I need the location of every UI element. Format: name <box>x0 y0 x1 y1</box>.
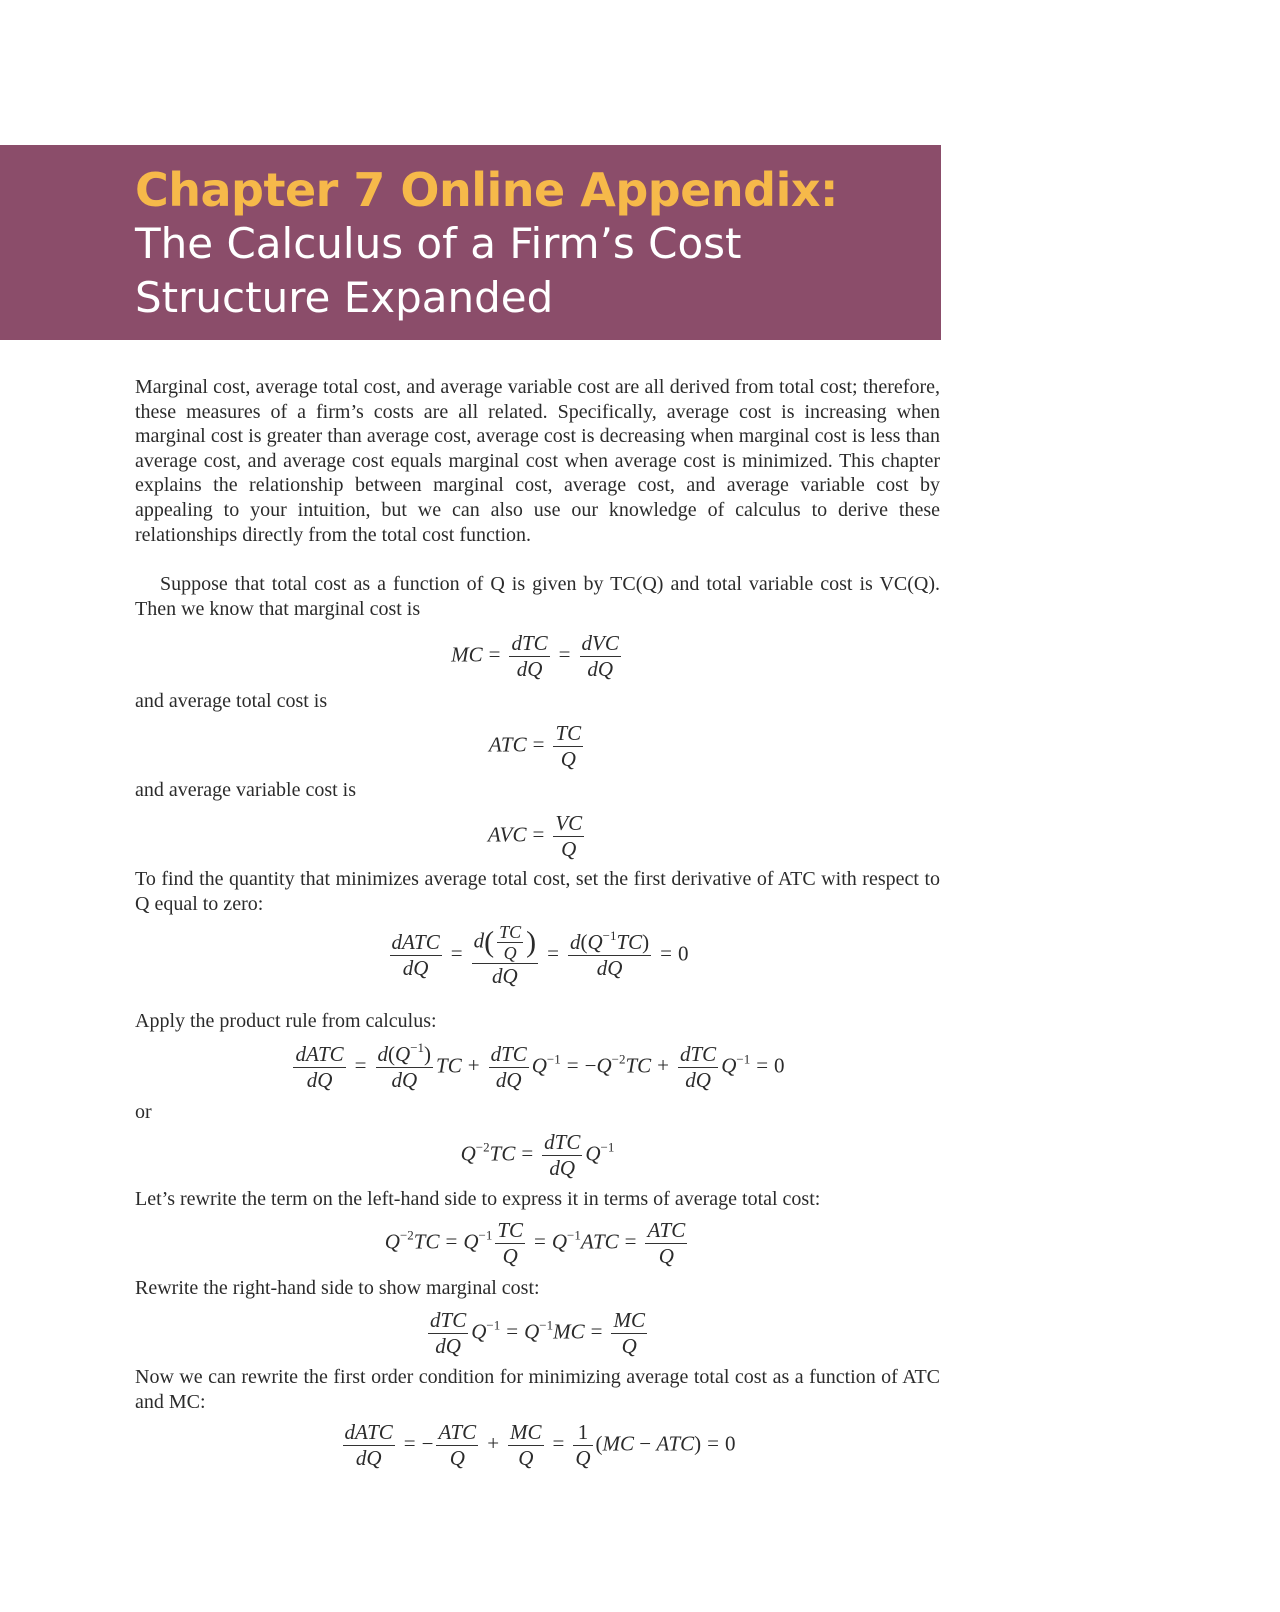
paragraph-rewrite-left: Let’s rewrite the term on the left-hand side to express it in terms of average total cost: <box>135 1188 821 1210</box>
equation-marginal-cost: MC = $\frac{\text{dTC}}{dQ}$ = $\frac{\text{dVC}}{dQ}$ <box>451 631 619 681</box>
equation-right-hand-side: $\frac{\text{dTC}}{dQ}$ $Q^{-1} = Q^{-1}MC$ = $\frac{MC}{Q}$ <box>430 1308 645 1358</box>
equation-final: $\frac{\text{dATC}}{dQ}$ = − $\frac{\text{ATC}}{Q}$ + $\frac{MC}{Q}$ = $\frac{1}{Q}$ (MC − ATC) = 0 <box>344 1420 736 1470</box>
equation-average-total-cost: ATC = $\frac{TC}{Q}$ <box>488 721 582 771</box>
subtitle-line-2: Structure Expanded <box>135 273 554 322</box>
paragraph-avc-intro: and average variable cost is <box>135 779 357 801</box>
subtitle-line-1: The Calculus of a Firm’s Cost <box>135 219 742 268</box>
equation-product-rule: $\frac{\text{dATC}}{dQ}$ = $\frac{d(Q^{-1})}{dQ}$ TC + $\frac{\text{dTC}}{dQ}$ $Q^{-1} = -Q^{-2}TC$ + $\frac{\text{dTC}}{dQ}$ $Q^{-1} = 0$ <box>295 1040 785 1092</box>
equation-first-derivative: $\frac{\text{dATC}}{dQ}$ = d( $\frac{TC}{Q}$ ) dQ = $\frac{d(Q^{-1}TC)}{dQ}$ = 0 <box>391 922 689 988</box>
paragraph-setup: Suppose that total cost as a function of Q is given by TC(Q) and total variable cost is VC(Q). Then we know that marginal cost is <box>135 573 940 620</box>
chapter-subtitle <box>135 217 742 325</box>
paragraph-first-order: Now we can rewrite the first order condition for minimizing average total cost as a function of ATC and MC: <box>135 1366 940 1413</box>
paragraph-rewrite-right: Rewrite the right-hand side to show marginal cost: <box>135 1277 540 1299</box>
paragraph-atc-intro: and average total cost is <box>135 690 328 712</box>
chapter-banner <box>0 145 941 340</box>
equation-condition: $Q^{-2}TC$ = $\frac{\text{dTC}}{dQ}$ $Q^{-1}$ <box>460 1130 615 1180</box>
paragraph-intro: Marginal cost, average total cost, and average variable cost are all derived from total cost; therefore, these measures of a firm’s costs are all related. Specifically, average cost is increasing when marginal cost is greater than average cost, average cost is decreasing when marginal cost is less than average cost, and average cost equals marginal cost when average cost is minimized. This chapter explains the relationship between marginal cost, average cost, and average variable cost by appealing to your intuition, but we can also use our knowledge of calculus to derive these relationships directly from the total cost function. <box>135 376 940 546</box>
chapter-title: Chapter 7 Online Appendix: <box>135 163 838 217</box>
equation-left-hand-side: $Q^{-2}TC = Q^{-1}$ $\frac{TC}{Q}$ = $Q^{-1}ATC$ = $\frac{\text{ATC}}{Q}$ <box>384 1218 686 1268</box>
paragraph-or: or <box>135 1101 152 1123</box>
equation-average-variable-cost: AVC = $\frac{VC}{Q}$ <box>487 811 583 861</box>
paragraph-minimize: To find the quantity that minimizes average total cost, set the first derivative of ATC with respect to Q equal to zero: <box>135 868 940 915</box>
paragraph-product-rule: Apply the product rule from calculus: <box>135 1010 437 1032</box>
